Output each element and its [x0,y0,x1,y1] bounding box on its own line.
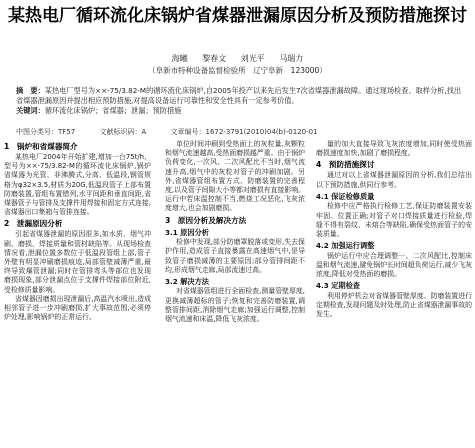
abstract-text: 某热电厂型号为××-75/3.82-M的循环流化床锅炉,自2005年投产以来先后发生7次省煤器泄漏故障。通过现场检查、取样分析,找出省煤器泄漏原因并提出相应预防措施,对提高设备运行可靠性和安全性具有一定参考价值。 [16,86,462,105]
body-paragraph: 利用停炉机会对省煤器管壁厚度、防磨装置进行定期检查,发现问题及时处理,防止省煤器泄漏事故的发生。 [316,291,472,319]
author-list [0,54,475,64]
doc-code: 文献标识码：A [99,128,147,136]
author-name: 刘光平 [240,54,265,63]
subsection-heading: 3.1 原因分析 [165,227,209,237]
section-heading: 4 预防措施探讨 [316,160,375,170]
article-meta [16,128,462,137]
section-heading: 1 锅炉和省煤器简介 [4,142,78,151]
keywords [16,106,462,116]
author-name: 海曦 [171,54,188,63]
affiliation: （阜新市特种设备监督检验所 辽宁阜新 123000） [148,66,327,75]
section-heading: 3 原因分析及解决方法 [165,215,247,225]
body-column-2 [165,140,305,446]
body-paragraph: 锅炉运行中应合理调整一、二次风配比,控制床温和烟气流速,避免锅炉长时间超负荷运行,减少飞灰浓度,降低对受热面的磨损。 [316,251,472,279]
abstract-block [16,86,462,116]
abstract [16,86,462,106]
body-paragraph: 检修中应严格执行检修工艺,保证防磨装置安装牢固、位置正确;对管子对口焊接质量进行检验,焊缝不得有裂纹、未熔合等缺陷,确保受热面管子的安装质量。 [316,202,472,238]
body-column-3 [316,140,472,446]
body-paragraph: 通过对以上省煤器泄漏原因的分析,我们总结出以下预防措施,供同行参考。 [316,171,472,189]
body-paragraph: 某热电厂2004年开始扩建,增加一台75t/h、型号为××-75/3.82-M的循环流化床锅炉,锅炉省煤器为光管、非沸腾式,分高、低温段,钢管规格为φ32×3.5,材质为20G,低温段管子上部布置防磨装置,管组布置错列,水平间距和垂直间距,省煤器管子与管排及支撑件用焊接和固定方式连接,省煤器出口集箱与管排连接。 [4,153,151,217]
subsection-heading: 3.2 解决方法 [165,276,209,286]
body-paragraph: 检修中发现,部分防磨罩脱落或变形,失去保护作用,造成管子直接暴露在高速烟气中,是导致管子磨损减薄的主要原因;部分管排间距不均,形成烟气走廊,局部流速过高。 [165,238,305,274]
body-paragraph: 量的加大直接导致飞灰浓度增加,同时使受热面磨损速度加快,加剧了磨损程度。 [316,140,472,158]
subsection-heading: 4.3 定期检查 [316,281,360,291]
clc-number: 中图分类号：TF57 [16,128,76,136]
section-heading: 2 泄漏原因分析 [4,219,63,229]
body-paragraph: 单位时间冲刷到受热面上的灰粒量,灰颗粒和烟气流速越高,受热面磨损越严重。由于锅炉负荷变化,一次风、二次风配比不当时,烟气流速升高,烟气中的灰粒对管子的冲刷加剧。另外,省煤器管组布置方式、防磨装置的完善程度,以及管子间隙大小等都对磨损有直接影响。运行中若床温控制不当,燃烧工况恶化,飞灰浓度增大,也会加剧磨损。 [165,140,305,213]
subsection-heading: 4.2 加强运行调整 [316,241,375,251]
body-paragraph: 省煤器因磨损出现泄漏后,高温汽水喷出,造成相邻管子进一步冲刷磨损,扩大事故范围,必须停炉处理,影响锅炉的正常运行。 [4,294,151,322]
subsection-heading: 4.1 保证检修质量 [316,191,375,201]
paper-title: 某热电厂循环流化床锅炉省煤器泄漏原因分析及预防措施探讨 [8,6,467,26]
keywords-label: 关键词： [16,106,45,115]
body-paragraph: 引起省煤器泄漏的原因很多,如水质、烟气冲刷、磨损、焊接质量和管材缺陷等。从现场检查情况看,泄漏位置多数位于低温段管组上部,管子外壁有明显冲刷磨损痕迹,局部管壁减薄严重,最终导致爆管泄漏;同时在管排弯头等部位也发现磨损现象,部分泄漏点位于支撑件焊接部位附近,受检修质量影响。 [4,230,151,294]
author-name: 黎春文 [202,54,227,63]
article-id: 文章编号：1672-3791(2010)04(b)-0120-01 [170,128,318,136]
author-name: 马瑞力 [279,54,304,63]
body-column-1 [4,140,151,446]
keywords-text: 循环流化床锅炉；省煤器；泄漏；预防措施 [44,106,182,115]
abstract-label: 摘 要： [16,86,45,95]
body-paragraph: 对省煤器管组进行全面检查,测量管壁厚度,更换减薄超标的管子;恢复和完善防磨装置,调整管排间距,消除烟气走廊;加强运行调整,控制烟气流速和床温,降低飞灰浓度。 [165,287,305,324]
